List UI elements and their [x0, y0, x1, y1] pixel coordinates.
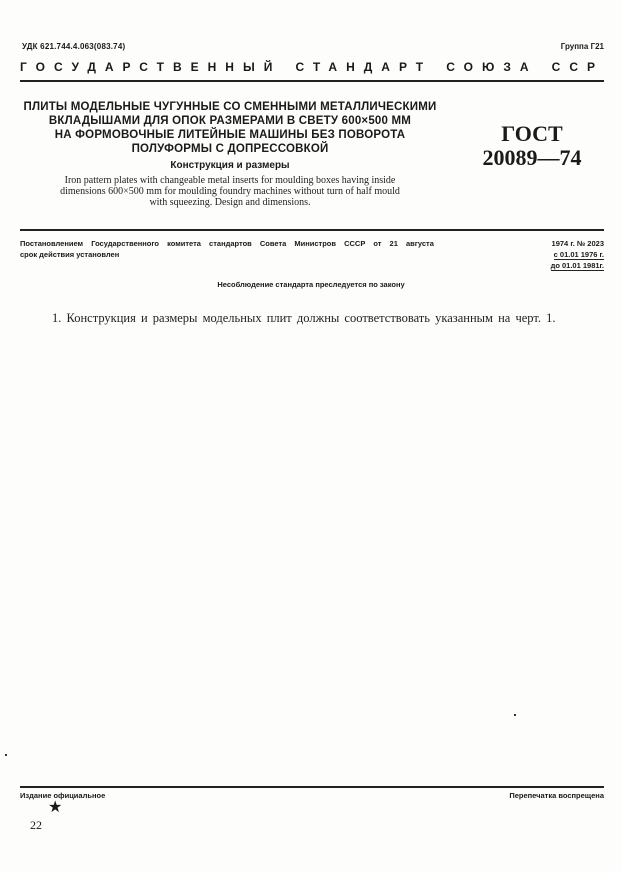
bottom-divider: [20, 786, 604, 788]
top-divider: [20, 80, 604, 82]
official-edition-label: Издание официальное: [20, 791, 106, 800]
speck: [514, 714, 516, 716]
star-icon: ★: [48, 799, 63, 816]
decree-line-1: Постановлением Государственного комитета стандартов Совета Министров СССР от 21 августа: [20, 239, 434, 248]
group-code: Группа Г21: [560, 42, 604, 51]
speck: [5, 754, 7, 756]
english-line: dimensions 600×500 mm for moulding foundry machines without turn of half mould: [60, 186, 400, 197]
banner-word-1: ГОСУДАРСТВЕННЫЙ: [20, 60, 282, 74]
english-line: Iron pattern plates with changeable metal inserts for moulding boxes having inside: [64, 175, 396, 186]
validity-end: до 01.01 1981г.: [550, 261, 604, 270]
page-number: 22: [30, 818, 42, 832]
decree-number: 1974 г. № 2023: [551, 239, 604, 248]
title-line: ВКЛАДЫШАМИ ДЛЯ ОПОК РАЗМЕРАМИ В СВЕТУ 600×500 ММ: [48, 115, 412, 127]
validity-start: с 01.01 1976 г.: [553, 250, 604, 259]
gost-number: 20089—74: [482, 145, 582, 170]
document-title: [20, 100, 440, 156]
banner-word-4: ССР: [551, 60, 604, 74]
paragraph-1: 1. Конструкция и размеры модельных плит должны соответствовать указанным на черт. 1.: [52, 311, 556, 325]
english-title: [20, 175, 440, 208]
gost-label: ГОСТ: [501, 121, 563, 146]
document-subtitle: Конструкция и размеры: [170, 160, 290, 171]
state-standard-banner: [20, 58, 604, 76]
decree-text: [20, 238, 434, 260]
title-line: НА ФОРМОВОЧНЫЕ ЛИТЕЙНЫЕ МАШИНЫ БЕЗ ПОВОРОТА: [54, 129, 406, 141]
udk-code: УДК 621.744.4.063(083.74): [22, 42, 126, 51]
law-notice: Несоблюдение стандарта преследуется по закону: [217, 280, 405, 289]
title-block: [20, 100, 440, 208]
gost-number-block: [462, 122, 602, 170]
title-line: ПОЛУФОРМЫ С ДОПРЕССОВКОЙ: [131, 143, 329, 155]
title-line: ПЛИТЫ МОДЕЛЬНЫЕ ЧУГУННЫЕ СО СМЕННЫМИ МЕТАЛЛИЧЕСКИМИ: [23, 101, 437, 113]
english-line: with squeezing. Design and dimensions.: [149, 197, 311, 208]
middle-divider: [20, 229, 604, 231]
reprint-prohibited-label: Перепечатка воспрещена: [509, 791, 604, 800]
decree-dates: [551, 238, 604, 271]
banner-word-3: СОЮЗА: [446, 60, 538, 74]
decree-line-2: срок действия установлен: [20, 250, 120, 259]
banner-word-2: СТАНДАРТ: [295, 60, 433, 74]
